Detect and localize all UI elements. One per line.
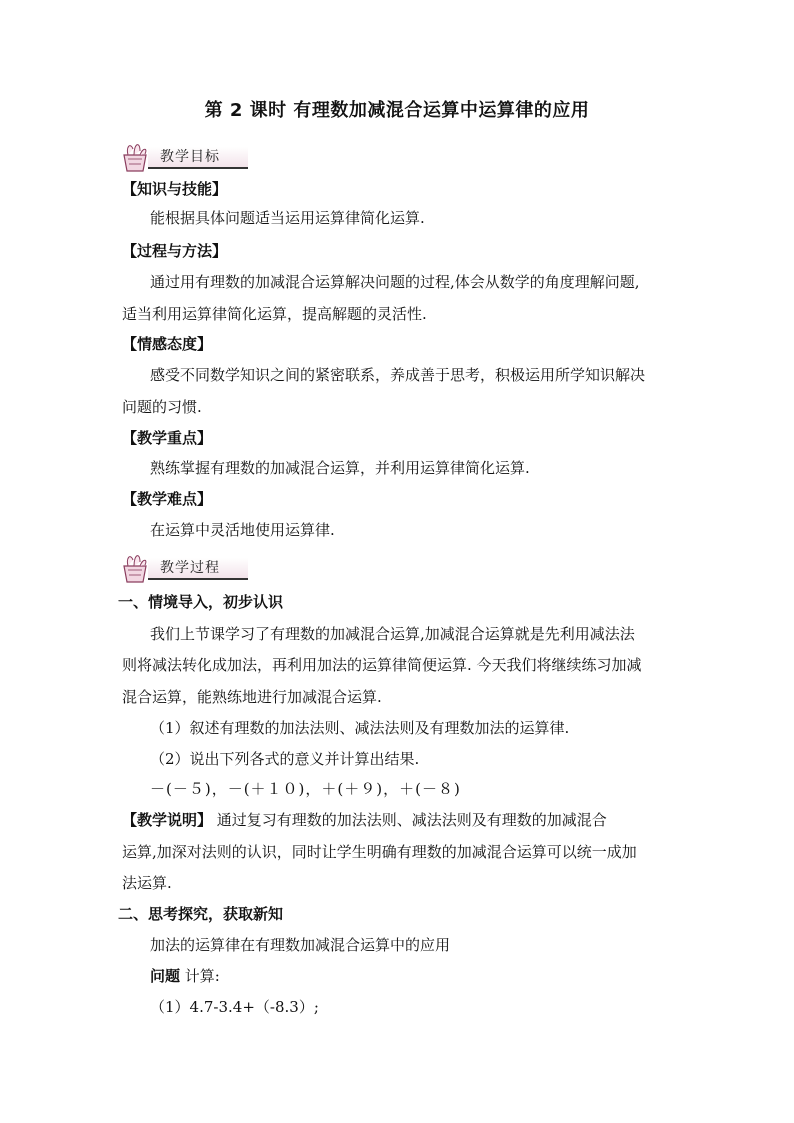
emotion-text-line-2: 问题的习惯. [122,398,202,416]
teaching-note-text-line-1: 通过复习有理数的加法法则、减法法则及有理数的加减混合 [212,811,607,829]
badge-label: 教学过程 [160,560,220,576]
teaching-note-heading: 【教学说明】 [122,811,213,829]
teaching-note [122,810,607,830]
part1-paragraph-line-2: 则将减法转化成加法，再利用加法的运算律简便运算. 今天我们将继续练习加减 [122,656,642,674]
teaching-note-text-line-3: 法运算. [122,874,172,892]
part1-heading: 一、情境导入，初步认识 [118,593,284,611]
part1-paragraph-line-1: 我们上节课学习了有理数的加减混合运算,加减混合运算就是先利用减法法 [150,625,635,643]
emotion-text-line-1: 感受不同数学知识之间的紧密联系，养成善于思考，积极运用所学知识解决 [150,366,646,384]
part2-heading: 二、思考探究，获取新知 [118,905,284,923]
expression-list: －(－５)，－(＋１０)，＋(＋９)，＋(－８) [150,780,461,798]
badge-label: 教学目标 [160,149,220,165]
difficulty-text: 在运算中灵活地使用运算律. [150,521,335,539]
question-2: （2）说出下列各式的意义并计算出结果. [150,750,420,768]
question-1: （1）叙述有理数的加法法则、减法法则及有理数加法的运算律. [150,719,570,737]
problem [150,966,220,986]
teaching-note-text-line-2: 运算,加深对法则的认识，同时让学生明确有理数的加减混合运算可以统一成加 [122,843,637,861]
process-badge [116,550,252,584]
method-heading: 【过程与方法】 [122,242,228,260]
key-point-heading: 【教学重点】 [122,429,213,447]
knowledge-heading: 【知识与技能】 [122,180,228,198]
page-title: 第 2 课时 有理数加减混合运算中运算律的应用 [204,100,590,121]
calculation-1: （1）4.7-3.4+（-8.3）; [150,998,319,1016]
part2-subheading: 加法的运算律在有理数加减混合运算中的应用 [150,936,451,954]
difficulty-heading: 【教学难点】 [122,490,213,508]
problem-label: 问题 [150,967,181,985]
emotion-heading: 【情感态度】 [122,335,213,353]
part1-paragraph-line-3: 混合运算，能熟练地进行加减混合运算. [122,688,382,706]
method-text-line-2: 适当利用运算律简化运算，提高解题的灵活性. [122,305,427,323]
knowledge-text: 能根据具体问题适当运用运算律简化运算. [150,209,425,227]
method-text-line-1: 通过用有理数的加减混合运算解决问题的过程,体会从数学的角度理解问题, [150,273,640,291]
key-point-text: 熟练掌握有理数的加减混合运算，并利用运算律简化运算. [150,459,530,477]
problem-text: 计算: [180,967,220,985]
objectives-badge [116,139,252,173]
